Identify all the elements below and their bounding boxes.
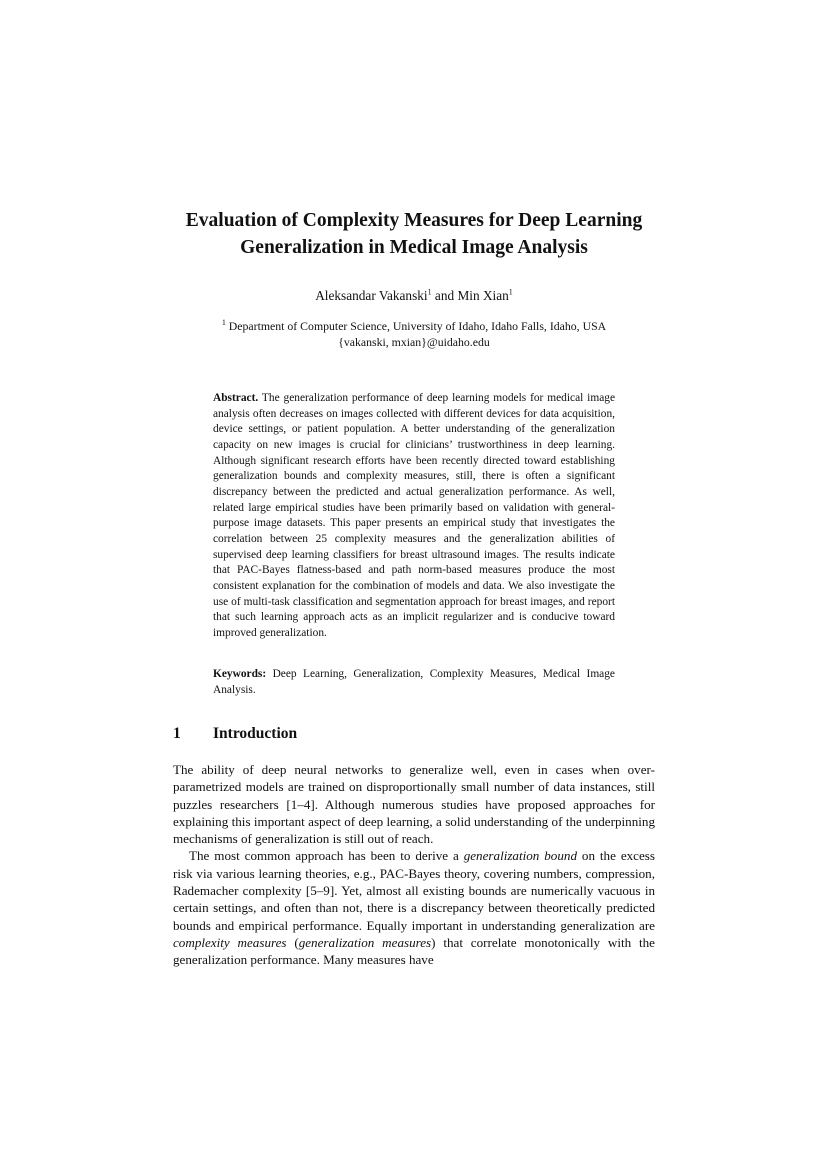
paper-title: Evaluation of Complexity Measures for Deep Learning Generalization in Medical Image Analysis (185, 210, 643, 258)
author-name: Aleksandar Vakanski (315, 288, 428, 303)
author-line (150, 287, 678, 305)
author-name: Min Xian (457, 288, 509, 303)
keywords-label: Keywords: (213, 668, 267, 680)
keywords-text: Deep Learning, Generalization, Complexity Measures, Medical Image Analysis. (213, 668, 615, 696)
section-body (173, 761, 655, 969)
paragraph: The ability of deep neural networks to generalize well, even in cases when over-parametrized models are trained on disproportionally small number of data instances, still puzzles researchers [1–4]. Although numerous studies have proposed approaches for explaining this important aspect of deep learning, a solid understanding of the underpinning mechanisms of generalization is still out of reach. (173, 762, 655, 847)
abstract (213, 391, 615, 642)
paragraph (173, 847, 655, 968)
paragraph-text: The most common approach has been to derive a (189, 848, 464, 864)
abstract-text: The generalization performance of deep learning models for medical image analysis often decreases on images collected with different devices for data acquisition, device settings, or patient population. A better understanding of the generalization capacity on new images is crucial for clinicians’ trustworthiness in deep learning. Although significant research efforts have been recently directed toward establishing generalization bounds and complexity measures, still, there is often a significant discrepancy between the predicted and actual generalization performance. As well, related large empirical studies have been primarily based on validation with general-purpose image datasets. This paper presents an empirical study that investigates the correlation between 25 complexity measures and the generalization abilities of supervised deep learning classifiers for breast ultrasound images. The results indicate that PAC-Bayes flatness-based and path norm-based measures produce the most consistent explanation for the combination of models and data. We also investigate the use of multi-task classification and segmentation approach for breast images, and report that such learning approach acts as an implicit regularizer and is conducive toward improved generalization. (213, 392, 615, 639)
author-affiliation-mark: 1 (508, 287, 513, 297)
section-heading (173, 724, 655, 744)
author-affiliation-mark: 1 (427, 287, 432, 297)
paragraph-text: on the excess risk via various learning theories, e.g., PAC-Bayes theory, covering numbers, compression, Rademacher complexity [5–9]. Yet, almost all existing bounds are numerically vacuous in certain settings, and often than not, there is a discrepancy between theoretically predicted bounds and empirical performance. Equally important in understanding generalization are (173, 848, 655, 933)
section-title: Introduction (213, 725, 298, 742)
affiliation-block (150, 318, 678, 350)
author-email: {vakanski, mxian}@uidaho.edu (338, 335, 490, 349)
affiliation-mark: 1 (221, 318, 226, 328)
paragraph-text: ( (286, 934, 299, 950)
section-number: 1 (173, 725, 181, 742)
affiliation-text: Department of Computer Science, University of Idaho, Idaho Falls, Idaho, USA (225, 319, 607, 333)
emphasis-term: generalization measures (298, 934, 432, 950)
keywords (213, 667, 615, 698)
emphasis-term: complexity measures (173, 934, 287, 950)
abstract-label: Abstract. (213, 392, 259, 404)
affiliation-line (150, 318, 678, 334)
emphasis-term: generalization bound (463, 848, 577, 864)
paragraph-text: ) that correlate monotonically with the generalization performance. Many measures have (173, 934, 655, 968)
author-joiner: and (431, 288, 458, 303)
